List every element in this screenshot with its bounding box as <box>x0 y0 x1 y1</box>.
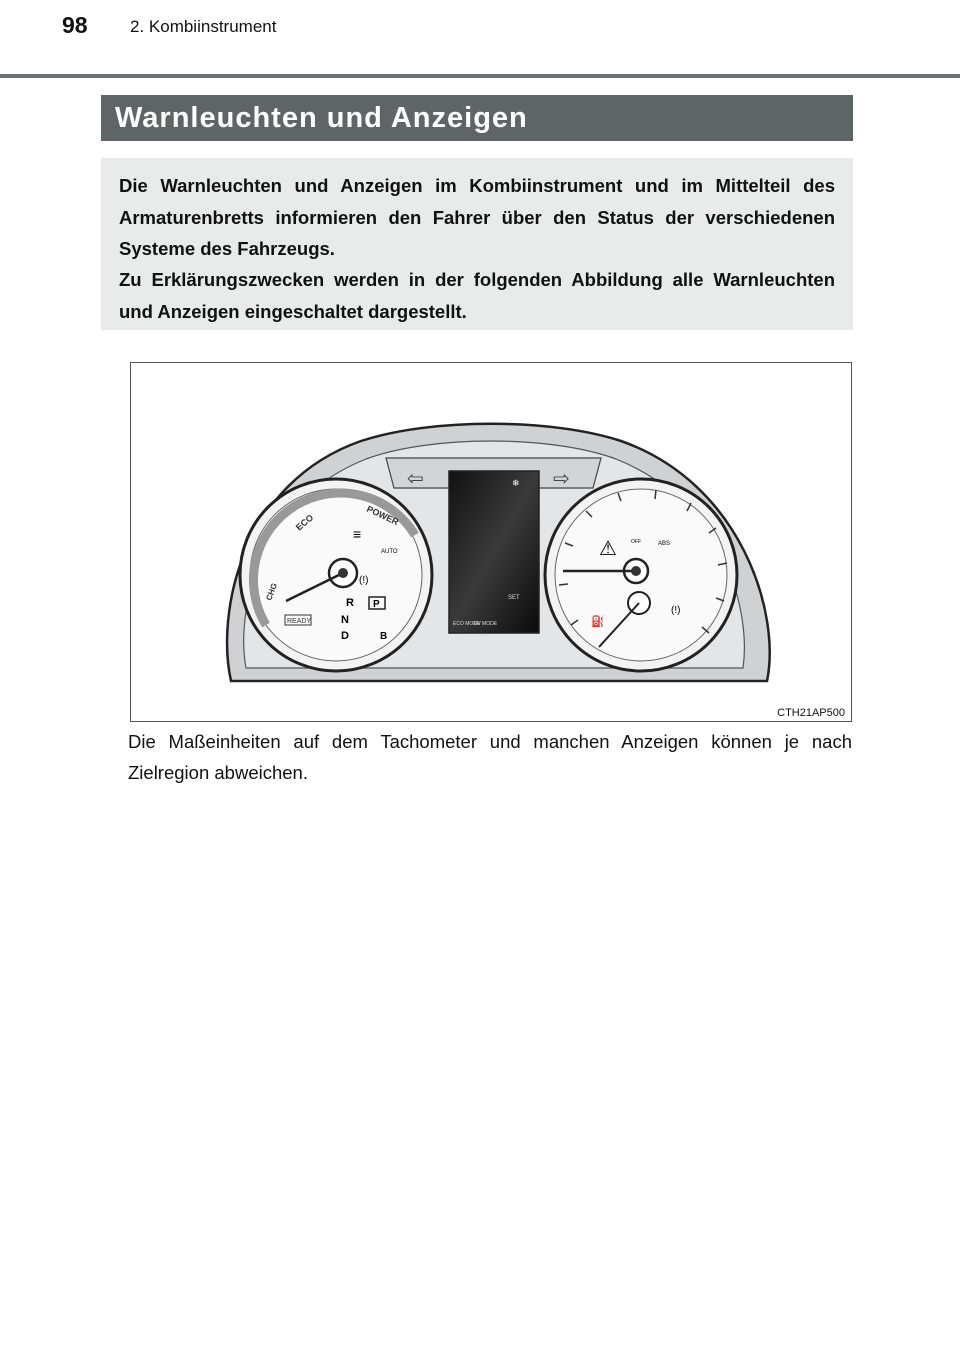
instrument-cluster-illustration <box>131 363 851 721</box>
ev-mode-label: EV MODE <box>474 621 498 627</box>
brake-warning-icon: (!) <box>359 575 369 586</box>
section-title: Warnleuchten und Anzeigen <box>115 102 528 134</box>
auto-label: AUTO <box>381 549 398 555</box>
page-number: 98 <box>62 12 88 38</box>
snowflake-icon: ❄ <box>512 478 520 488</box>
tire-pressure-icon: (!) <box>671 605 681 616</box>
gear-p-label: P <box>373 599 380 610</box>
headlight-icon: ≡ <box>353 526 362 542</box>
chapter-title: 2. Kombiinstrument <box>130 17 277 36</box>
multi-information-display <box>449 471 539 633</box>
figure-caption: Die Maßeinheiten auf dem Tachometer und manchen Anzeigen können je nach Zielregion abweichen. <box>128 731 852 783</box>
fuel-pump-icon: ⛽ <box>591 616 605 628</box>
ready-label: READY <box>287 618 312 625</box>
intro-box <box>101 158 853 330</box>
instrument-cluster-figure <box>130 362 852 722</box>
figure-code: CTH21AP500 <box>777 707 845 719</box>
gear-b-label: B <box>380 631 388 642</box>
header-rule <box>0 74 960 78</box>
intro-paragraph-2: Zu Erklärungszwecken werden in der folgenden Abbildung alle Warnleuchten und Anzeigen eingeschaltet dargestellt. <box>119 269 835 322</box>
turn-left-icon: ⇦ <box>407 468 424 490</box>
power-label: POWER <box>365 503 401 528</box>
section-title-bar <box>101 95 853 141</box>
gear-d-label: D <box>341 630 349 642</box>
eco-mode-label: ECO MODE <box>453 621 481 627</box>
chg-label: CHG <box>264 581 279 602</box>
abs-label: ABS <box>658 541 671 547</box>
gear-r-label: R <box>346 597 354 609</box>
off-label: OFF <box>631 539 641 545</box>
cruise-set-label: SET <box>508 595 520 601</box>
gear-n-label: N <box>341 614 349 626</box>
warning-triangle-icon: ⚠ <box>599 538 617 560</box>
turn-right-icon: ⇨ <box>553 468 570 490</box>
intro-paragraph-1: Die Warnleuchten und Anzeigen im Kombiinstrument und im Mittelteil des Armaturenbretts informieren den Fahrer über den Status der verschiedenen Systeme des Fahrzeugs. <box>119 175 835 259</box>
eco-label: ECO <box>293 512 316 533</box>
